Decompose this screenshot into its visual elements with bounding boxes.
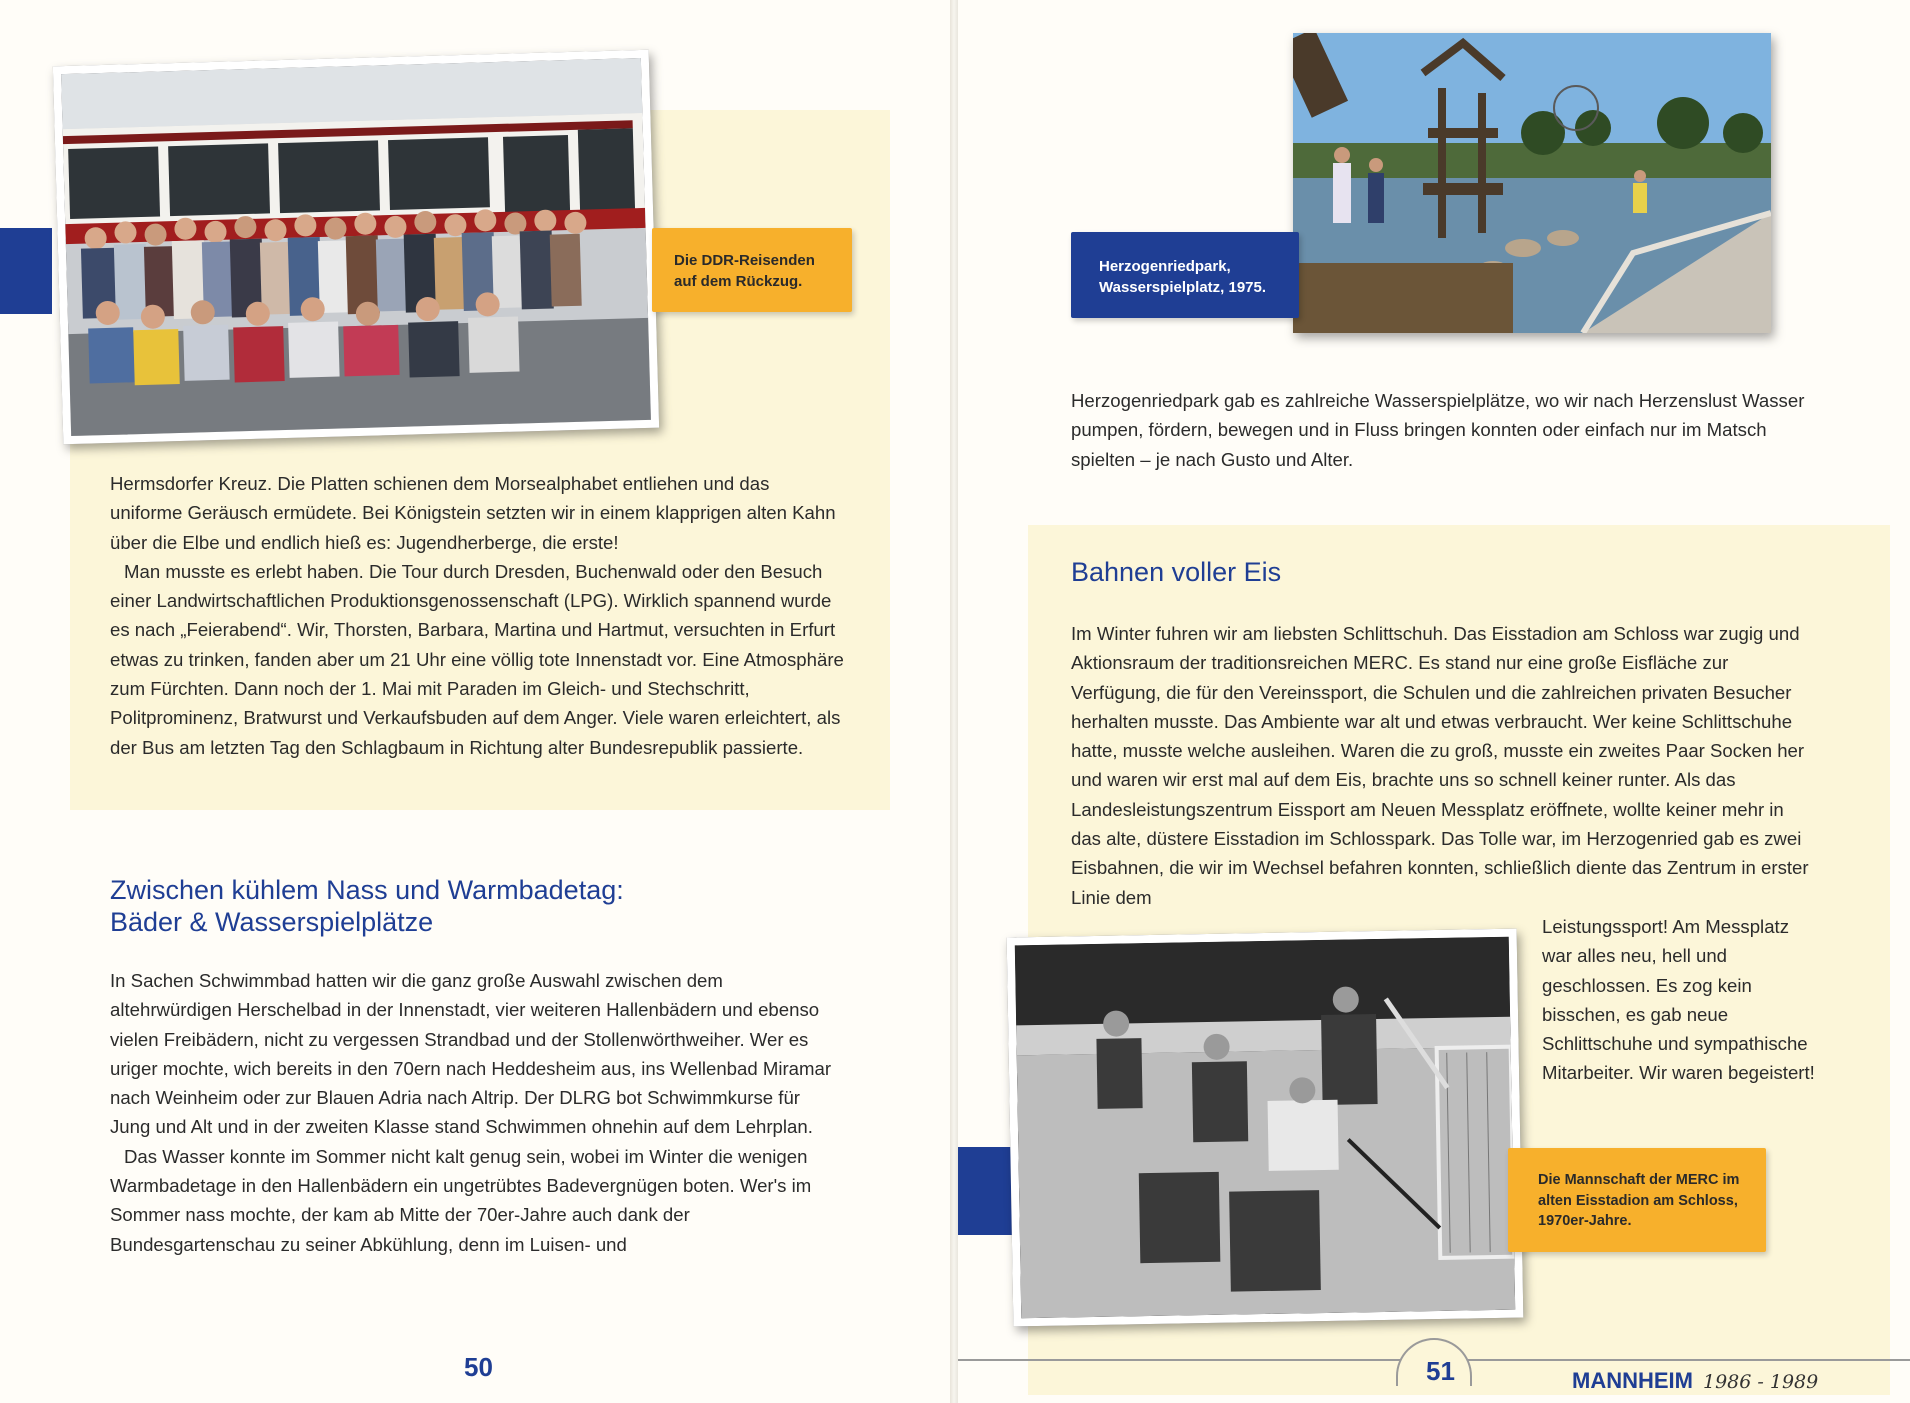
photo-caption-merc — [1508, 1148, 1766, 1252]
bus-group-photo — [53, 50, 659, 444]
paragraph: Herzogenriedpark gab es zahlreiche Wasserspielplätze, wo wir nach Herzenslust Wasser pumpen, fördern, bewegen und in Fluss bringen konnten oder einfach nur im Matsch spielten – je nach Gusto und Alter. — [1071, 390, 1805, 470]
brand-years: 1986 - 1989 — [1703, 1371, 1819, 1393]
caption-line: Herzogenriedpark, — [1099, 258, 1231, 275]
water-playground-illustration — [1293, 33, 1771, 333]
caption-line: auf dem Rückzug. — [674, 273, 803, 290]
blue-accent-bar-right — [958, 1147, 1018, 1235]
blue-accent-bar — [0, 228, 52, 314]
page-number-right: 51 — [1426, 1356, 1455, 1386]
paragraph: Leistungssport! Am Messplatz war alles neu, hell und geschlossen. Es zog kein bisschen, es gab neue Schlittschuhe und sympathische Mitarbeiter. Wir waren begeistert! — [1542, 916, 1815, 1084]
paragraph: Man musste es erlebt haben. Die Tour durch Dresden, Buchenwald oder den Besuch einer Landwirtschaftlichen Produktionsgenossenschaft (LPG). Wirklich spannend wurde es nach „Feierabend“. Wir, Thorsten, Barbara, Martina und Hartmut, versuchten in Erfurt etwas zu trinken, fanden aber um 21 Uhr eine völlig tote Innenstadt vor. Eine Atmosphäre zum Fürchten. Dann noch der 1. Mai mit Paraden im Gleich- und Stechschritt, Politprominenz, Bratwurst und Verkaufsbuden auf dem Anger. Viele waren erleichtert, als der Bus am letzten Tag den Schlagbaum in Richtung alter Bundesrepublik passierte. — [110, 560, 844, 758]
section-heading-eis: Bahnen voller Eis — [1071, 557, 1282, 587]
paragraph: Hermsdorfer Kreuz. Die Platten schienen dem Morsealphabet entliehen und das uniforme Geräusch ermüdete. Bei Königstein setzten wir in einem klapprigen alten Kahn über die Elbe und endlich hieß es: Jugendherberge, die erste! — [110, 473, 836, 553]
left-body-text-top — [110, 469, 845, 762]
paragraph: In Sachen Schwimmbad hatten wir die ganz große Auswahl zwischen dem altehrwürdigen Herschelbad in der Innenstadt, vier weiteren Hallenbädern und ebenso vielen Freibädern, nicht zu vergessen Strandbad und der Stollenwörthweiher. Wer es uriger mochte, wich bereits in den 70ern nach Heddesheim aus, ins Wellenbad Miramar nach Weinheim oder zur Blauen Adria nach Altrip. Der DLRG bot Schwimmkurse für Jung und Alt und in der zweiten Klasse stand Schwimmen ohnehin auf dem Lehrplan. — [110, 970, 832, 1138]
page-number-left: 50 — [464, 1352, 493, 1382]
caption-line: 1970er-Jahre. — [1538, 1213, 1632, 1229]
hockey-team-photo — [1007, 929, 1524, 1327]
paragraph: Im Winter fuhren wir am liebsten Schlittschuh. Das Eisstadion am Schloss war zugig und Aktionsraum der traditionsreichen MERC. Es stand nur eine große Eisfläche zur Verfügung, die für den Vereinssport, die Schulen und die zahlreichen privaten Besucher herhalten musste. Das Ambiente war alt und etwas verbraucht. Wer keine Schlittschuhe hatte, musste welche ausleihen. Waren die zu groß, musste ein zweites Paar Socken her und waren wir erst mal auf dem Eis, brachte uns so schnell keiner runter. Als das Landesleistungszentrum Eissport am Neuen Messplatz eröffnete, wollte keiner mehr in das alte, düstere Eisstadion im Schlosspark. Das Tolle war, im Herzogenried gab es zwei Eisbahnen, die wir im Wechsel befahren konnten, schließlich diente das Zentrum in erster Linie dem — [1071, 623, 1809, 908]
photo-caption-ddr — [652, 228, 852, 312]
heading-line: Bäder & Wasserspielplätze — [110, 907, 434, 937]
caption-line: alten Eisstadion am Schloss, — [1538, 1192, 1738, 1209]
caption-line: Die DDR-Reisenden — [674, 252, 815, 269]
caption-line: Wasserspielplatz, 1975. — [1099, 279, 1267, 296]
section-heading-baeder — [110, 874, 624, 938]
right-body-text-eis — [1071, 619, 1816, 912]
heading-line: Zwischen kühlem Nass und Warmbadetag: — [110, 875, 624, 905]
right-page — [958, 0, 1910, 1403]
hockey-illustration — [1015, 937, 1515, 1319]
right-body-text-eis-cont — [1542, 912, 1817, 1088]
footer-brand — [1572, 1368, 1818, 1394]
right-body-text-top — [1071, 386, 1816, 474]
left-page — [0, 0, 952, 1403]
left-body-text-bottom — [110, 966, 845, 1259]
bus-group-illustration — [61, 58, 651, 436]
photo-caption-herzogenriedpark — [1071, 232, 1299, 318]
water-playground-photo — [1293, 33, 1771, 333]
caption-line: Die Mannschaft der MERC im — [1538, 1172, 1740, 1188]
paragraph: Das Wasser konnte im Sommer nicht kalt genug sein, wobei im Winter die wenigen Warmbadetage in den Hallenbädern ein ungetrübtes Badevergnügen boten. Wer's im Sommer nass mochte, der kam ab Mitte der 70er-Jahre auch dank der Bundesgartenschau zu seiner Abkühlung, denn im Luisen- und — [110, 1145, 812, 1255]
brand-name: MANNHEIM — [1572, 1368, 1693, 1393]
